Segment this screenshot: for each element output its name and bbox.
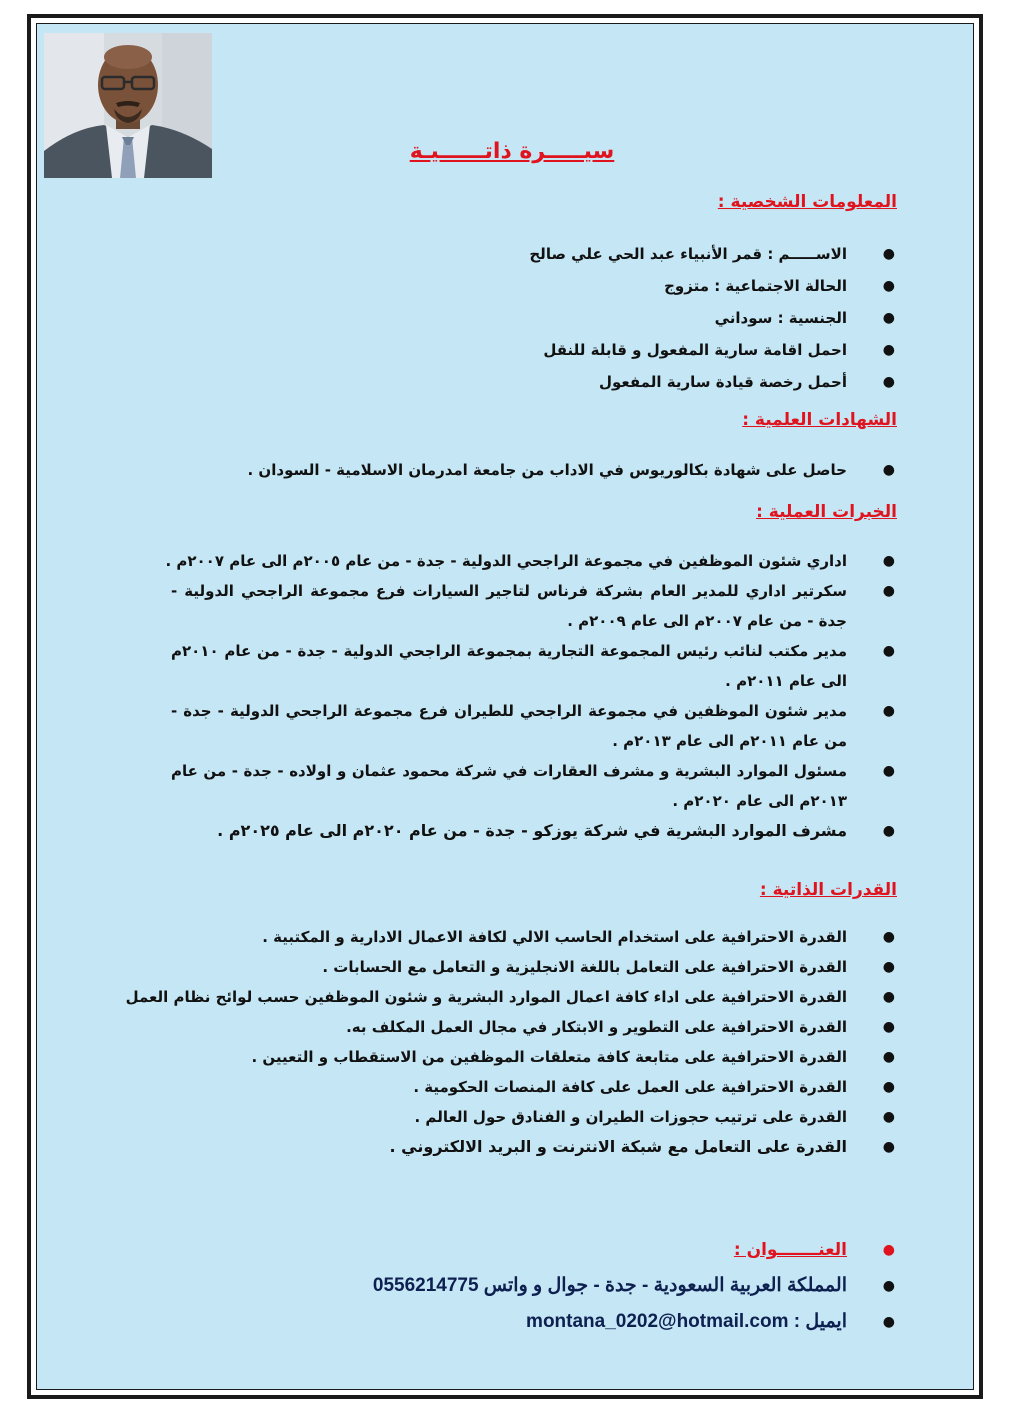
bullet-icon: ●	[882, 959, 895, 975]
bullet-icon: ●	[882, 1278, 895, 1294]
address-location-item: ● المملكة العربية السعودية - جدة - جوال و واتس 0556214775	[373, 1268, 899, 1304]
email-link[interactable]: montana_0202@hotmail.com	[526, 1311, 789, 1332]
skills-list	[126, 922, 899, 1162]
list-item: ● اداري شئون الموظفين في مجموعة الراجحي الدولية - جدة - من عام ٢٠٠٥م الى عام ٢٠٠٧م .	[165, 546, 899, 576]
experience-list	[165, 546, 899, 846]
bullet-icon: ●	[882, 1019, 895, 1035]
bullet-icon: ●	[882, 763, 895, 779]
portrait-illustration	[44, 33, 212, 178]
address-list	[373, 1232, 899, 1340]
bullet-icon: ●	[882, 583, 895, 599]
list-item: ● القدرة الاحترافية على التعامل باللغة الانجليزية و التعامل مع الحسابات .	[126, 952, 899, 982]
address-heading-item	[373, 1232, 899, 1268]
list-item: ● احمل اقامة سارية المفعول و قابلة للنقل	[529, 334, 899, 366]
experience-heading: الخبرات العملية :	[756, 502, 897, 522]
address-heading: العنـــــــوان :	[733, 1240, 847, 1260]
phone-number[interactable]: 0556214775	[372, 1275, 479, 1296]
bullet-icon: ●	[882, 1109, 895, 1125]
page-frame	[27, 14, 983, 1399]
skills-heading: القدرات الذاتية :	[759, 880, 897, 900]
list-item: ● الحالة الاجتماعية : متزوج	[529, 270, 899, 302]
list-item: ● سكرتير اداري للمدير العام بشركة فرناس لتاجير السيارات فرع مجموعة الراجحي الدولية - جدة - من عام ٢٠٠٧م الى عام ٢٠٠٩م .	[171, 576, 899, 636]
list-item: ● مدير شئون الموظفين في مجموعة الراجحي للطيران فرع مجموعة الراجحي الدولية - جدة - من عام ٢٠١١م الى عام ٢٠١٣م .	[171, 696, 899, 756]
list-item: ● أحمل رخصة قيادة سارية المفعول	[529, 366, 899, 398]
list-item: ● القدرة على ترتيب حجوزات الطيران و الفنادق حول العالم .	[126, 1102, 899, 1132]
list-item: ● حاصل على شهادة بكالوريوس في الاداب من جامعة امدرمان الاسلامية - السودان .	[248, 454, 900, 486]
list-item: ● مدير مكتب لنائب رئيس المجموعة التجارية بمجموعة الراجحي الدولية - جدة - من عام ٢٠١٠م الى عام ٢٠١١م .	[171, 636, 899, 696]
education-list	[248, 454, 900, 486]
bullet-icon: ●	[882, 310, 895, 326]
bullet-icon: ●	[882, 823, 895, 839]
cv-page	[36, 23, 974, 1390]
profile-photo	[44, 33, 212, 178]
list-item: ● القدرة الاحترافية على متابعة كافة متعلقات الموظفين من الاستقطاب و التعيين .	[126, 1042, 899, 1072]
education-heading: الشهادات العلمية :	[742, 410, 897, 430]
bullet-icon: ●	[882, 374, 895, 390]
list-item: ● الجنسية : سوداني	[529, 302, 899, 334]
list-item: ● القدرة الاحترافية على استخدام الحاسب الالي لكافة الاعمال الادارية و المكتبية .	[126, 922, 899, 952]
bullet-icon: ●	[882, 462, 895, 478]
list-item: ● الاســـــم : قمر الأنبياء عبد الحي علي صالح	[529, 238, 899, 270]
address-email-item: ● ايميل : montana_0202@hotmail.com	[373, 1304, 899, 1340]
bullet-icon: ●	[882, 342, 895, 358]
bullet-icon: ●	[882, 1049, 895, 1065]
list-item: ● مسئول الموارد البشرية و مشرف العقارات في شركة محمود عثمان و اولاده - جدة - من عام ٢٠١٣م الى عام ٢٠٢٠م .	[171, 756, 899, 816]
bullet-icon: ●	[882, 703, 895, 719]
list-item: ● القدرة الاحترافية على العمل على كافة المنصات الحكومية .	[126, 1072, 899, 1102]
bullet-icon: ●	[882, 246, 895, 262]
bullet-icon: ●	[882, 989, 895, 1005]
bullet-icon: ●	[882, 1139, 895, 1155]
personal-info-list	[529, 238, 899, 398]
document-title: سيـــــرة ذاتــــــيـة	[409, 139, 615, 164]
bullet-icon: ●	[882, 1314, 895, 1330]
bullet-icon: ●	[882, 278, 895, 294]
bullet-icon: ●	[882, 643, 895, 659]
list-item: ● القدرة الاحترافية على اداء كافة اعمال الموارد البشرية و شئون الموظفين حسب لوائح نظام العمل	[126, 982, 899, 1012]
personal-info-heading: المعلومات الشخصية :	[717, 192, 897, 212]
list-item: ● القدرة الاحترافية على التطوير و الابتكار في مجال العمل المكلف به.	[126, 1012, 899, 1042]
bullet-icon: ●	[882, 1079, 895, 1095]
list-item: ● القدرة على التعامل مع شبكة الانترنت و البريد الالكتروني .	[126, 1132, 899, 1162]
bullet-icon: ●	[882, 553, 895, 569]
list-item: ● مشرف الموارد البشرية في شركة يوزكو - جدة - من عام ٢٠٢٠م الى عام ٢٠٢٥م .	[165, 816, 899, 846]
bullet-icon: ●	[882, 929, 895, 945]
bullet-icon: ●	[882, 1242, 895, 1258]
